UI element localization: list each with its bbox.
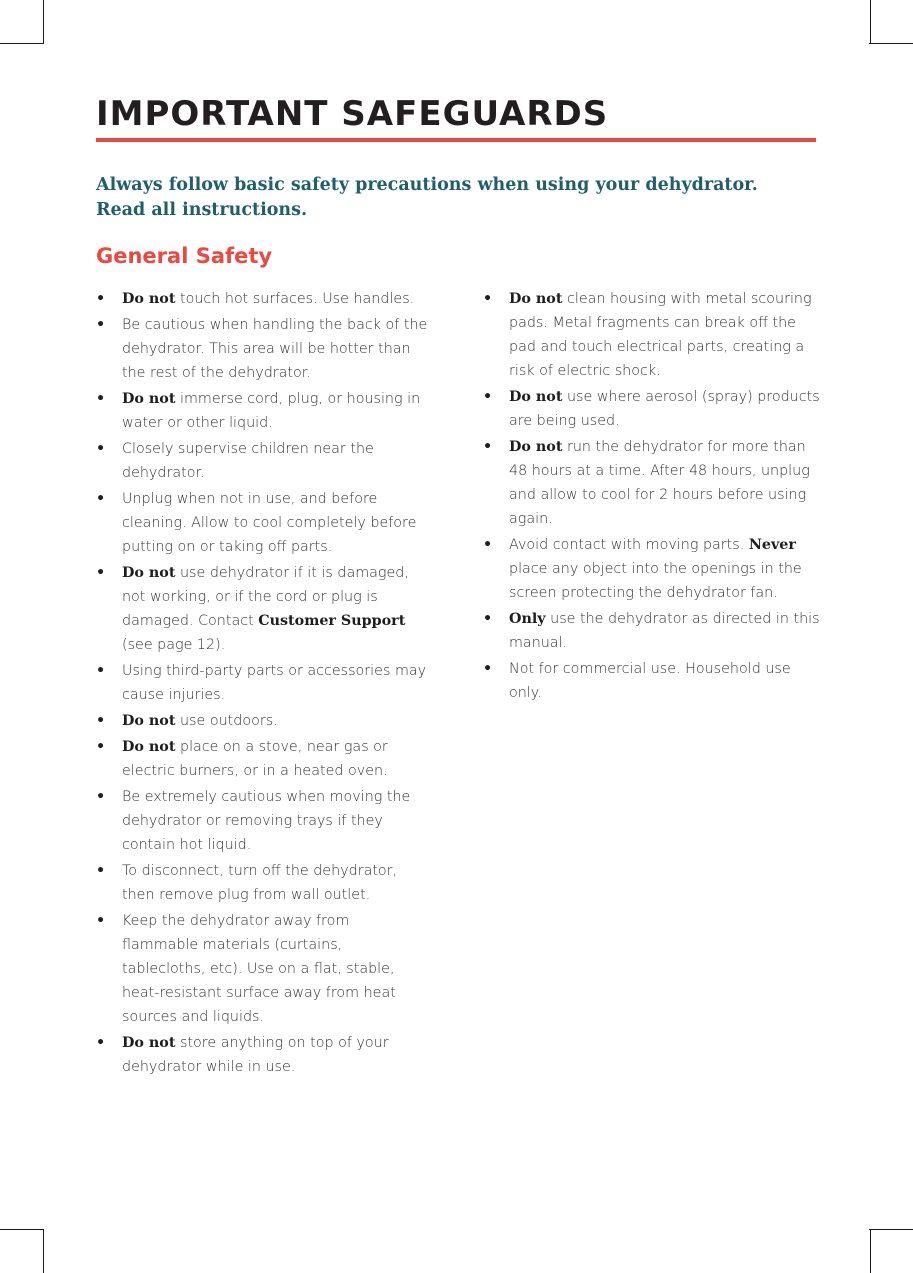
crop-mark [0,43,44,44]
list-item: • Closely supervise children near the dehydrator. [96,437,428,485]
section-heading: General Safety [96,244,273,268]
list-item: • Only use the dehydrator as directed in this manual. [483,607,823,655]
crop-mark [43,0,44,44]
crop-mark [0,1229,44,1230]
crop-mark [869,43,913,44]
intro-line: Read all instructions. [96,200,308,220]
list-item: • Keep the dehydrator away from flammable materials (curtains, tablecloths, etc). Use on a flat, stable, heat-resistant surface away from heat sources and liquids. [96,909,428,1029]
safety-list-left [96,287,428,1081]
list-item: • Do not store anything on top of your dehydrator while in use. [96,1031,428,1079]
page-title: IMPORTANT SAFEGUARDS [96,94,609,134]
list-item: • Do not use where aerosol (spray) products are being used. [483,385,823,433]
safety-list-right [483,287,823,707]
list-item: • Do not use outdoors. [96,709,428,733]
list-item: • To disconnect, turn off the dehydrator, then remove plug from wall outlet. [96,859,428,907]
list-item: • Do not use dehydrator if it is damaged, not working, or if the cord or plug is damaged. Contact Customer Support (see page 12). [96,561,428,657]
intro-line: Always follow basic safety precautions when using your dehydrator. [96,175,758,195]
intro-text [96,173,836,223]
list-item: • Do not touch hot surfaces. Use handles. [96,287,428,311]
crop-mark [870,1229,871,1273]
list-item: • Unplug when not in use, and before cleaning. Allow to cool completely before putting on or taking off parts. [96,487,428,559]
list-item: • Be cautious when handling the back of the dehydrator. This area will be hotter than the rest of the dehydrator. [96,313,428,385]
list-item: • Do not immerse cord, plug, or housing in water or other liquid. [96,387,428,435]
list-item: • Avoid contact with moving parts. Never place any object into the openings in the screen protecting the dehydrator fan. [483,533,823,605]
list-item: • Not for commercial use. Household use only. [483,657,823,705]
crop-mark [43,1229,44,1273]
crop-mark [869,1229,913,1230]
crop-mark [870,0,871,44]
title-underline [96,138,816,142]
list-item: • Do not place on a stove, near gas or electric burners, or in a heated oven. [96,735,428,783]
list-item: • Using third-party parts or accessories may cause injuries. [96,659,428,707]
list-item: • Do not clean housing with metal scouring pads. Metal fragments can break off the pad and touch electrical parts, creating a risk of electric shock. [483,287,823,383]
list-item: • Do not run the dehydrator for more than 48 hours at a time. After 48 hours, unplug and allow to cool for 2 hours before using again. [483,435,823,531]
list-item: • Be extremely cautious when moving the dehydrator or removing trays if they contain hot liquid. [96,785,428,857]
